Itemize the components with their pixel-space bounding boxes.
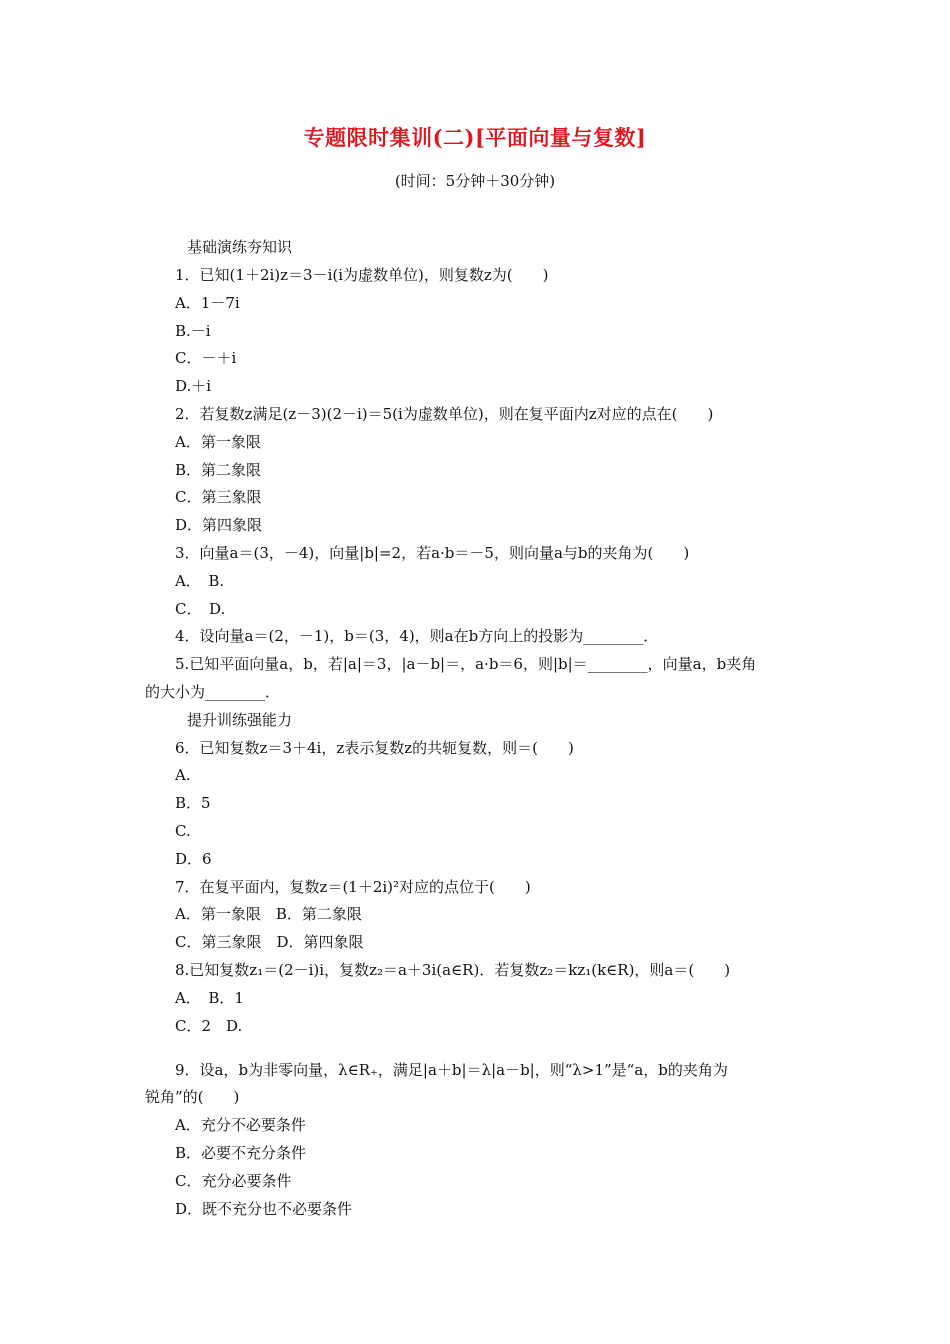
question-5-line-2: 的大小为________． xyxy=(145,683,281,701)
option-9b: B．必要不充分条件 xyxy=(175,1144,307,1162)
option-6b: B．5 xyxy=(175,794,211,812)
section-heading-advanced: 提升训练强能力 xyxy=(187,711,293,729)
option-9c: C．充分必要条件 xyxy=(175,1172,292,1190)
question-9-line-2: 锐角”的( ) xyxy=(145,1088,240,1106)
option-2b: B．第二象限 xyxy=(175,461,262,479)
option-6c: C. xyxy=(175,822,191,840)
option-1d: D.＋i xyxy=(175,377,212,395)
time-note: (时间：5分钟＋30分钟) xyxy=(394,172,556,190)
option-1c: C．－＋i xyxy=(175,349,237,367)
option-1b: B.－i xyxy=(175,322,211,340)
question-7: 7．在复平面内，复数z＝(1＋2i)²对应的点位于( ) xyxy=(175,878,531,896)
section-heading-basic: 基础演练夯知识 xyxy=(187,238,293,256)
option-7cd: C．第三象限 D．第四象限 xyxy=(175,933,364,951)
page-title: 专题限时集训(二)[平面向量与复数] xyxy=(303,125,647,150)
option-6a: A. xyxy=(175,766,191,784)
option-2d: D．第四象限 xyxy=(175,516,263,534)
option-1a: A．1－7i xyxy=(175,294,240,312)
option-8cd: C．2 D. xyxy=(175,1017,243,1035)
option-3ab: A． B. xyxy=(175,572,225,590)
question-5-line-1: 5.已知平面向量a，b，若|a|＝3，|a－b|＝，a·b＝6，则|b|＝________，向量a，b夹角 xyxy=(175,655,757,673)
question-6: 6．已知复数z＝3＋4i，z表示复数z的共轭复数，则＝( ) xyxy=(175,739,574,757)
option-2a: A．第一象限 xyxy=(175,433,261,451)
option-7ab: A．第一象限 B．第二象限 xyxy=(175,905,362,923)
option-2c: C．第三象限 xyxy=(175,488,262,506)
option-8ab: A． B．1 xyxy=(175,989,244,1007)
option-6d: D．6 xyxy=(175,850,212,868)
question-8: 8.已知复数z₁＝(2－i)i，复数z₂＝a＋3i(a∈R)．若复数z₂＝kz₁(k∈R)，则a＝( ) xyxy=(175,961,731,979)
option-9d: D．既不充分也不必要条件 xyxy=(175,1200,353,1218)
question-9-line-1: 9．设a，b为非零向量，λ∈R₊，满足|a＋b|＝λ|a－b|，则“λ>1”是“a，b的夹角为 xyxy=(175,1061,728,1079)
option-9a: A．充分不必要条件 xyxy=(175,1116,306,1134)
question-1: 1．已知(1＋2i)z＝3－i(i为虚数单位)，则复数z为( ) xyxy=(175,266,549,284)
option-3cd: C． D. xyxy=(175,600,226,618)
question-4: 4．设向量a＝(2，－1)，b＝(3，4)，则a在b方向上的投影为________． xyxy=(175,627,659,645)
question-2: 2．若复数z满足(z－3)(2－i)＝5(i为虚数单位)，则在复平面内z对应的点在( ) xyxy=(175,405,714,423)
question-3: 3．向量a＝(3，－4)，向量|b|=2，若a·b＝－5，则向量a与b的夹角为( ) xyxy=(175,544,690,562)
